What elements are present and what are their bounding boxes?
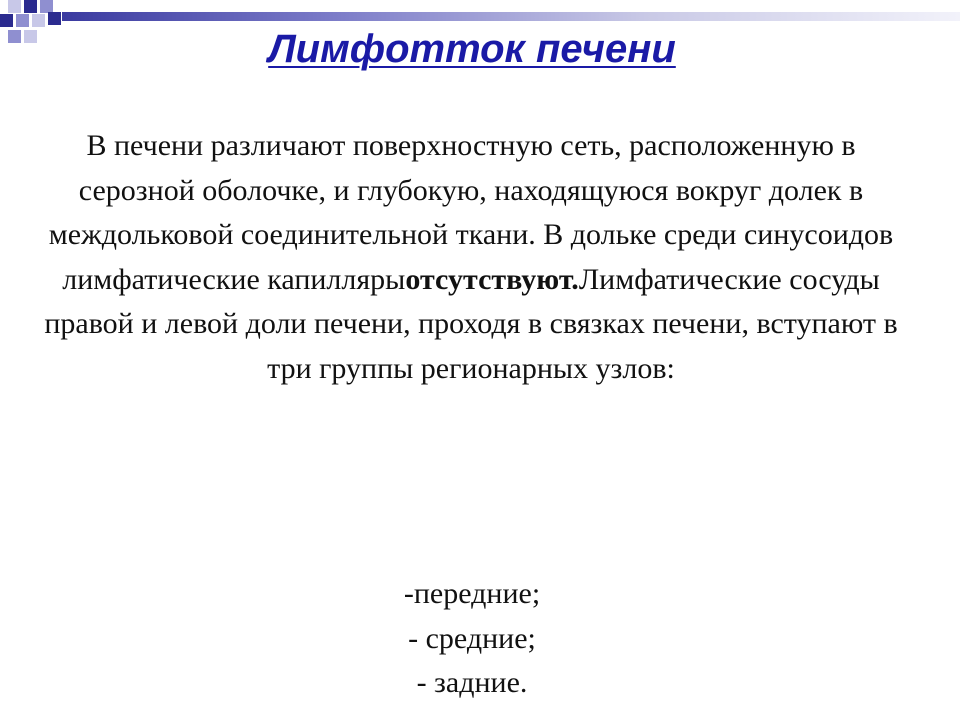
slide-title	[0, 20, 944, 78]
paragraph-part-2: Лимфатические сосуды правой и левой доли печени, проходя в связках печени, вступают в три группы регионарных узлов:	[44, 262, 898, 385]
list-item-middle: - средние;	[408, 621, 536, 655]
paragraph-part-1: В печени различают поверхностную сеть, расположенную в серозной оболочке, и глубокую, находящуюся вокруг долек в междольковой соединительной ткани. В дольке среди синусоидов лимфатические капилляры	[48, 129, 894, 296]
decor-square	[24, 0, 37, 13]
paragraph-bold: отсутствуют.	[405, 262, 579, 296]
lymph-node-groups-list	[0, 572, 944, 706]
slide-title-text: Лимфотток печени	[268, 27, 676, 71]
list-item-posterior: - задние.	[416, 666, 528, 700]
list-item-anterior: -передние;	[403, 577, 541, 610]
slide-paragraph	[40, 124, 902, 392]
decor-square	[8, 0, 21, 13]
